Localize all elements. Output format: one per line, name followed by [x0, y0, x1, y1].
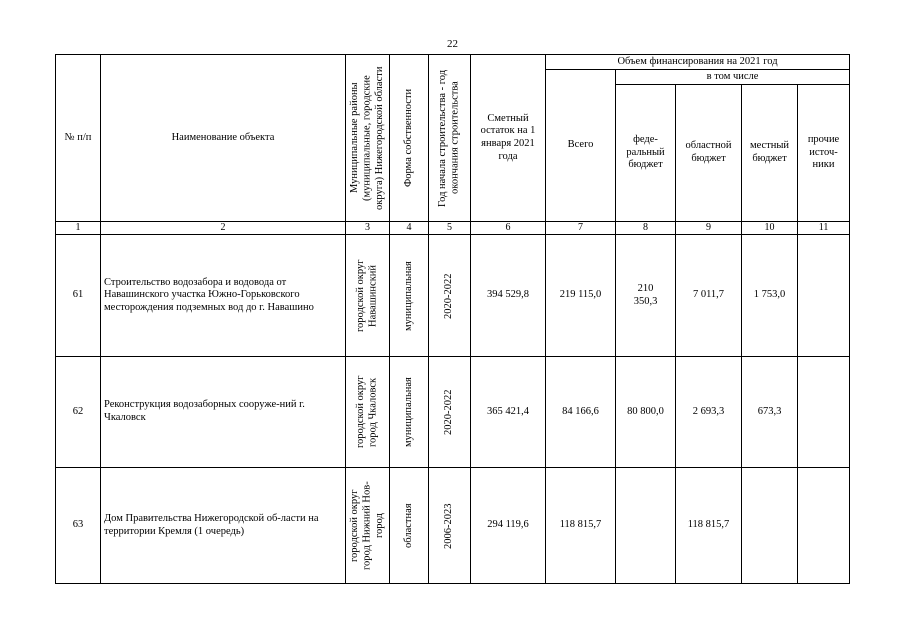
row-total: 219 115,0 — [546, 235, 616, 357]
row-name: Строительство водозабора и водовода от Навашинского участка Южно-Горьковского месторождения подземных вод до г. Навашино — [101, 235, 346, 357]
column-number: 3 — [346, 222, 390, 235]
row-other — [798, 468, 850, 584]
row-municipality: городской округ город Чкаловск — [354, 375, 379, 449]
row-total: 84 166,6 — [546, 357, 616, 468]
row-name: Реконструкция водозаборных сооруже-ний г. Чкаловск — [101, 357, 346, 468]
header-years-cell — [429, 55, 471, 222]
row-ownership: областная — [402, 503, 414, 548]
column-number: 5 — [429, 222, 471, 235]
row-municipality-cell — [346, 235, 390, 357]
row-num: 61 — [56, 235, 101, 357]
column-number: 7 — [546, 222, 616, 235]
row-ownership-cell — [390, 468, 429, 584]
page-number: 22 — [447, 38, 458, 50]
row-ownership: муниципальная — [402, 377, 414, 447]
row-municipality-cell — [346, 357, 390, 468]
row-local: 1 753,0 — [742, 235, 798, 357]
row-num: 62 — [56, 357, 101, 468]
header-years: Год начала строительства - год окончания строительства — [436, 69, 461, 207]
header-ownership-cell — [390, 55, 429, 222]
header-name: Наименование объекта — [101, 55, 346, 222]
row-name: Дом Правительства Нижегородской об-ласти на территории Кремля (1 очередь) — [101, 468, 346, 584]
column-number: 1 — [56, 222, 101, 235]
row-regional: 7 011,7 — [676, 235, 742, 357]
table-row — [56, 235, 850, 357]
row-total: 118 815,7 — [546, 468, 616, 584]
row-federal: 80 800,0 — [616, 357, 676, 468]
row-regional: 2 693,3 — [676, 357, 742, 468]
header-federal: феде-ральный бюджет — [616, 85, 676, 222]
header-remainder: Сметный остаток на 1 января 2021 года — [471, 55, 546, 222]
row-municipality: городской округ Навашинский — [354, 259, 379, 332]
header-num: № п/п — [56, 55, 101, 222]
row-years: 2006-2023 — [443, 502, 455, 549]
row-ownership-cell — [390, 357, 429, 468]
column-number: 10 — [742, 222, 798, 235]
header-funding: Объем финансирования на 2021 год — [546, 55, 850, 70]
row-ownership-cell — [390, 235, 429, 357]
row-municipality: городской округ город Нижний Нов-город — [349, 481, 386, 570]
row-local — [742, 468, 798, 584]
row-municipality-cell — [346, 468, 390, 584]
column-number: 8 — [616, 222, 676, 235]
header-local: местный бюджет — [742, 85, 798, 222]
row-num: 63 — [56, 468, 101, 584]
row-ownership: муниципальная — [402, 260, 414, 331]
column-number: 4 — [390, 222, 429, 235]
row-local: 673,3 — [742, 357, 798, 468]
row-federal — [616, 235, 676, 357]
row-years-cell — [429, 357, 471, 468]
column-number: 9 — [676, 222, 742, 235]
table-row — [56, 468, 850, 584]
header-municipality-cell — [346, 55, 390, 222]
table-row — [56, 357, 850, 468]
row-years-cell — [429, 235, 471, 357]
row-years: 2020-2022 — [443, 272, 455, 319]
header-row-1 — [56, 55, 850, 70]
row-other — [798, 235, 850, 357]
row-years: 2020-2022 — [443, 389, 455, 435]
header-regional: областной бюджет — [676, 85, 742, 222]
column-number: 2 — [101, 222, 346, 235]
row-regional: 118 815,7 — [676, 468, 742, 584]
row-federal — [616, 468, 676, 584]
funding-table — [55, 54, 850, 584]
row-remainder: 294 119,6 — [471, 468, 546, 584]
column-number: 11 — [798, 222, 850, 235]
row-years-cell — [429, 468, 471, 584]
column-number-row — [56, 222, 850, 235]
row-remainder: 394 529,8 — [471, 235, 546, 357]
header-including: в том числе — [616, 70, 850, 85]
header-municipality: Муниципальные районы (муниципальные, городские округа) Нижегородской области — [349, 66, 386, 210]
row-other — [798, 357, 850, 468]
header-ownership: Форма собственности — [402, 88, 414, 188]
header-total: Всего — [546, 70, 616, 222]
column-number: 6 — [471, 222, 546, 235]
row-federal-value: 210 350,3 — [633, 282, 658, 307]
row-remainder: 365 421,4 — [471, 357, 546, 468]
header-other: прочие источ-ники — [798, 85, 850, 222]
